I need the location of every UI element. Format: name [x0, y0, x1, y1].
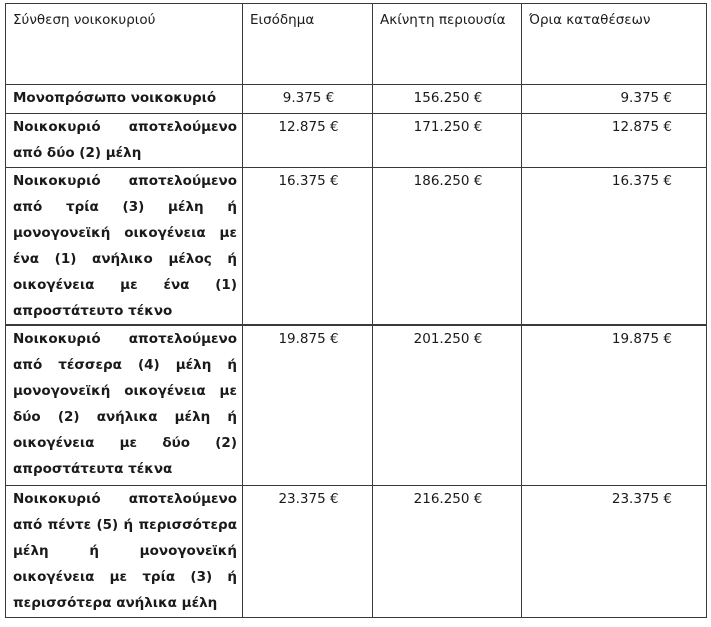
table-row [6, 486, 707, 618]
header-property: Ακίνητη περιουσία [373, 4, 522, 85]
property-cell: 201.250 € [373, 326, 522, 486]
income-cell: 12.875 € [243, 114, 373, 168]
deposits-cell: 19.875 € [522, 326, 707, 486]
limits-table-part-2 [5, 325, 707, 618]
deposits-cell: 12.875 € [522, 114, 707, 168]
composition-cell: Νοικοκυριό αποτελούμενο από πέντε (5) ή περισσότερα μέλη ή μονογονεϊκή οικογένεια με τρία (3) ή περισσότερα ανήλικα μέλη [6, 486, 243, 618]
composition-cell: Νοικοκυριό αποτελούμενο από τρία (3) μέλη ή μονογονεϊκή οικογένεια με ένα (1) ανήλικο μέλος ή οικογένεια με ένα (1) απροστάτευτο τέκνο [6, 168, 243, 325]
table-row [6, 114, 707, 168]
property-cell: 156.250 € [373, 85, 522, 114]
table-row [6, 326, 707, 486]
income-cell: 9.375 € [243, 85, 373, 114]
composition-cell: Νοικοκυριό αποτελούμενο από δύο (2) μέλη [6, 114, 243, 168]
table-header-row [6, 4, 707, 85]
composition-cell: Μονοπρόσωπο νοικοκυριό [6, 85, 243, 114]
header-composition: Σύνθεση νοικοκυριού [6, 4, 243, 85]
property-cell: 171.250 € [373, 114, 522, 168]
deposits-cell: 16.375 € [522, 168, 707, 325]
header-income: Εισόδημα [243, 4, 373, 85]
deposits-cell: 9.375 € [522, 85, 707, 114]
property-cell: 216.250 € [373, 486, 522, 618]
table-row [6, 85, 707, 114]
income-cell: 16.375 € [243, 168, 373, 325]
header-deposits: Όρια καταθέσεων [522, 4, 707, 85]
limits-table-part-1 [5, 3, 707, 325]
property-cell: 186.250 € [373, 168, 522, 325]
income-cell: 19.875 € [243, 326, 373, 486]
income-cell: 23.375 € [243, 486, 373, 618]
table-row [6, 168, 707, 325]
deposits-cell: 23.375 € [522, 486, 707, 618]
composition-cell: Νοικοκυριό αποτελούμενο από τέσσερα (4) μέλη ή μονογονεϊκή οικογένεια με δύο (2) ανήλικα μέλη ή οικογένεια με δύο (2) απροστάτευτα τέκνα [6, 326, 243, 486]
